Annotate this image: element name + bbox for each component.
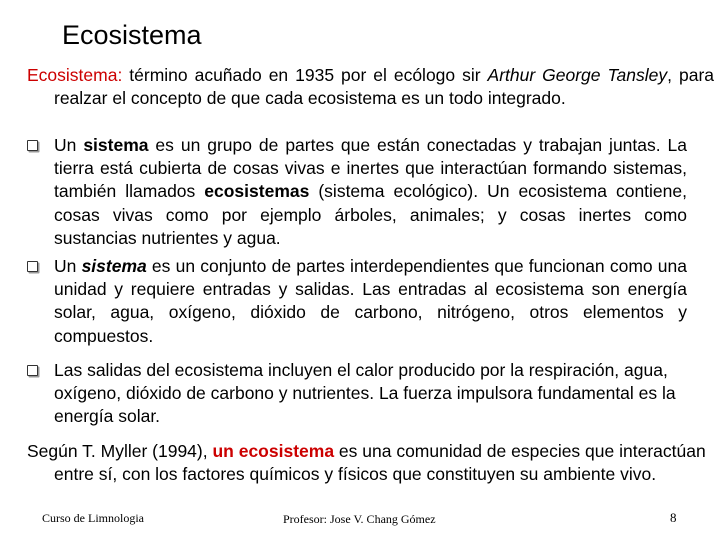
bullet-2-bold-sistema: sistema [81, 256, 147, 276]
intro-term: Ecosistema: [27, 65, 123, 85]
slide-title: Ecosistema [62, 20, 202, 50]
bullet-item-1 [27, 134, 687, 250]
footer-course: Curso de Limnologia [42, 511, 144, 525]
closing-highlight: un ecosistema [212, 441, 335, 461]
bullet-1-pre: Un [54, 135, 84, 155]
checkbox-bullet-icon [27, 140, 38, 151]
footer-professor: Profesor: Jose V. Chang Gómez [283, 512, 436, 526]
footer-page-number: 8 [670, 510, 677, 525]
bullet-1-text [54, 134, 687, 250]
bullet-1-bold-sistema: sistema [83, 135, 149, 155]
closing-pre: Según T. Myller (1994), [27, 441, 213, 461]
intro-name: Arthur George Tansley [487, 65, 668, 85]
bullet-2-pre: Un [54, 256, 82, 276]
bullet-1-mid: es un grupo de partes que están conectadas y trabajan juntas. La tierra está cubierta de cosas vivas e inertes que interactúan formando sistemas, también llamados [54, 135, 688, 202]
bullet-2-post: es un conjunto de partes interdependientes que funcionan como una unidad y requiere entradas y salidas. Las entradas al ecosistema son energía solar, agua, oxígeno, dióxido de carbono, nitrógeno, otros elementos y compuestos. [54, 256, 688, 346]
intro-text-2: , para realzar el concepto de que cada ecosistema es un todo integrado. [54, 65, 715, 109]
checkbox-bullet-icon [27, 365, 38, 376]
bullet-item-3 [27, 359, 687, 429]
bullet-2-text [54, 255, 687, 348]
bullet-item-2 [27, 255, 687, 348]
bullet-1-bold-ecosistemas: ecosistemas [204, 181, 310, 202]
intro-paragraph [27, 64, 714, 110]
bullet-3-text: Las salidas del ecosistema incluyen el calor producido por la respiración, agua, oxígeno, dióxido de carbono y nutrientes. La fuerza impulsora fundamental es la energía solar. [54, 360, 676, 427]
closing-post: es una comunidad de especies que interactúan entre sí, con los factores químicos y físicos que constituyen su ambiente vivo. [54, 441, 706, 485]
intro-text-1: término acuñado en 1935 por el ecólogo sir [122, 65, 488, 85]
closing-paragraph [27, 440, 714, 486]
checkbox-bullet-icon [27, 261, 38, 272]
bullet-1-post: (sistema ecológico). Un ecosistema contiene, cosas vivas como por ejemplo árboles, animales; y cosas inertes como sustancias nutrientes y agua. [54, 181, 687, 248]
